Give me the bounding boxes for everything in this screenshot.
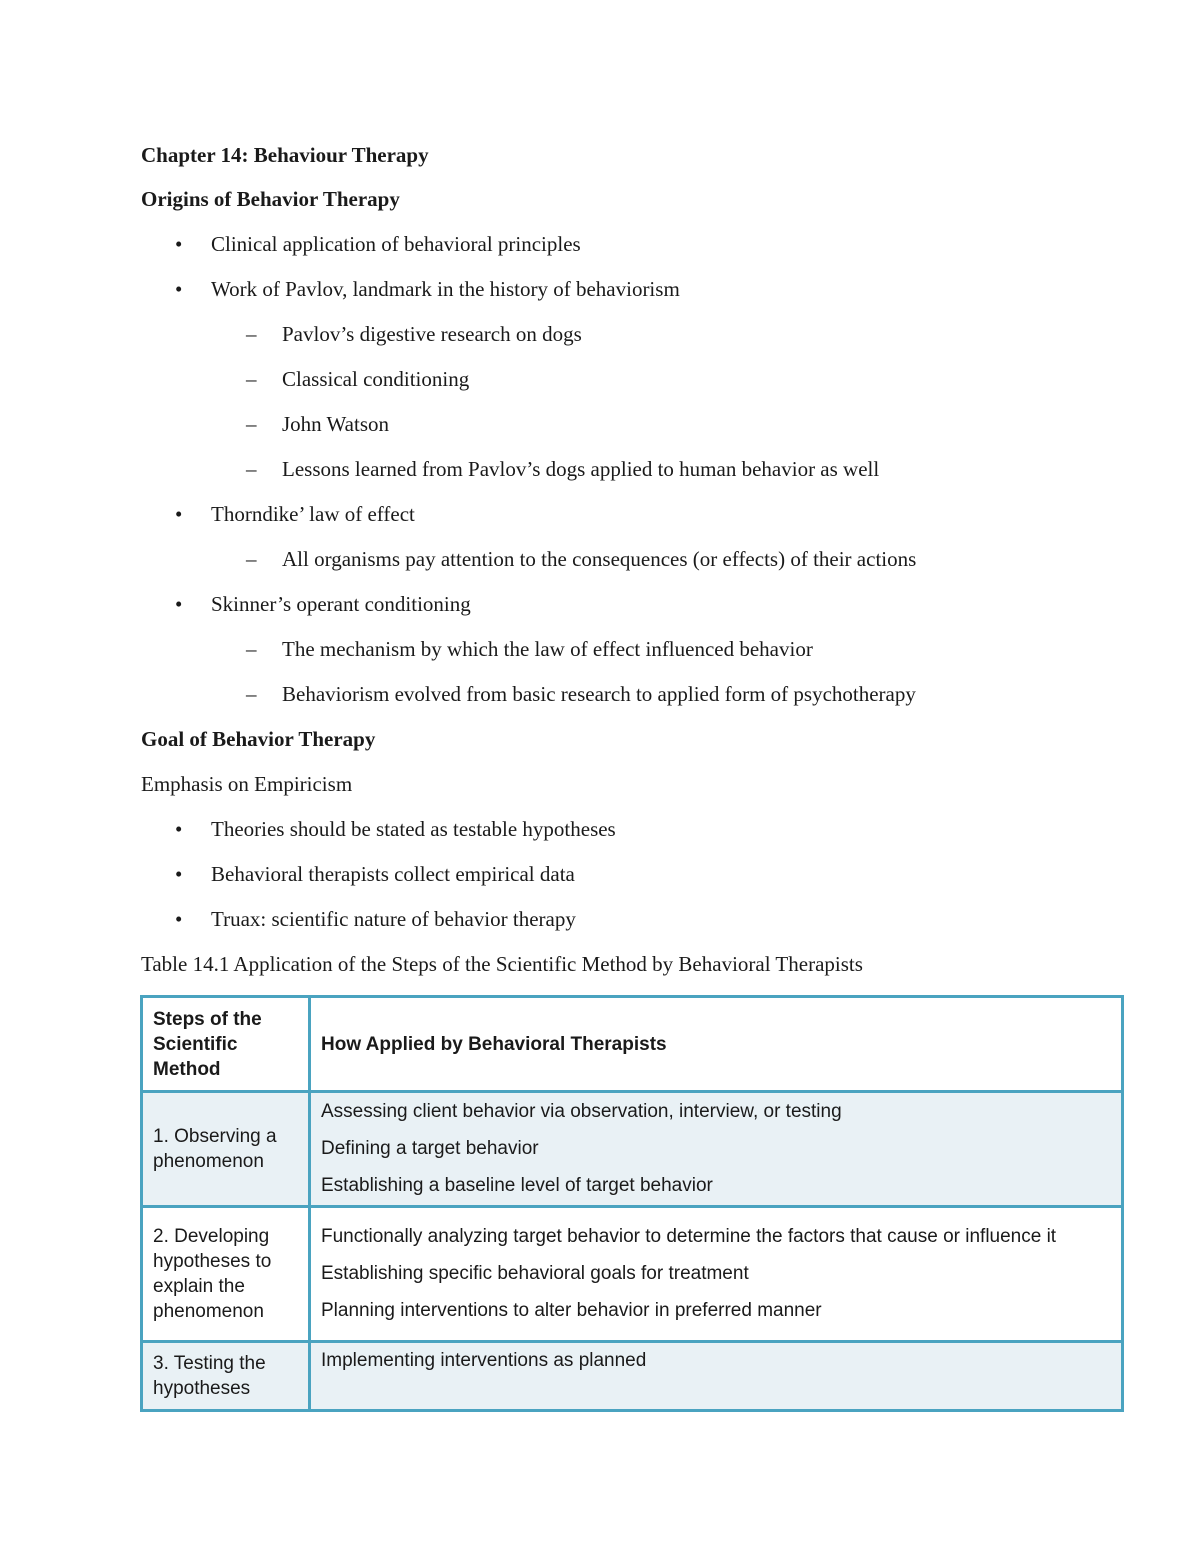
application-item: Assessing client behavior via observation, interview, or testing: [321, 1101, 842, 1122]
list-item-text: Clinical application of behavioral principles: [211, 232, 581, 256]
sub-list-item-text: Lessons learned from Pavlov’s dogs applied to human behavior as well: [282, 457, 880, 481]
table-row: [142, 1342, 1123, 1411]
step-cell: [142, 1092, 310, 1207]
step-line: 2. Developing: [153, 1226, 270, 1247]
step-line: phenomenon: [153, 1301, 264, 1322]
table-row: [142, 1207, 1123, 1342]
scientific-method-table: [140, 995, 1124, 1412]
dash-icon: –: [246, 457, 257, 481]
table-header-row: [142, 997, 1123, 1092]
application-item: Planning interventions to alter behavior in preferred manner: [321, 1300, 822, 1321]
dash-icon: –: [246, 547, 257, 571]
chapter-title: Chapter 14: Behaviour Therapy: [141, 143, 429, 167]
table-caption: Table 14.1 Application of the Steps of the Scientific Method by Behavioral Therapists: [141, 952, 863, 976]
goal-subheading: Emphasis on Empiricism: [141, 772, 353, 796]
sub-list-item-text: John Watson: [282, 412, 390, 436]
bullet-icon: •: [175, 232, 183, 256]
header-line: Scientific: [153, 1033, 238, 1055]
application-item: Functionally analyzing target behavior to determine the factors that cause or influence it: [321, 1226, 1057, 1247]
dash-icon: –: [246, 367, 257, 391]
dash-icon: –: [246, 412, 257, 436]
header-line: Steps of the: [153, 1008, 262, 1030]
origins-heading: Origins of Behavior Therapy: [141, 187, 400, 211]
sub-list-item-text: Classical conditioning: [282, 367, 470, 391]
bullet-icon: •: [175, 592, 183, 616]
bullet-icon: •: [175, 862, 183, 886]
application-item: Establishing specific behavioral goals for treatment: [321, 1263, 749, 1284]
sub-list-item-text: Pavlov’s digestive research on dogs: [282, 322, 582, 346]
step-line: 1. Observing a: [153, 1126, 277, 1147]
sub-list-item-text: All organisms pay attention to the consequences (or effects) of their actions: [282, 547, 917, 571]
step-cell: [142, 1207, 310, 1342]
application-item: Defining a target behavior: [321, 1138, 539, 1159]
bullet-icon: •: [175, 907, 183, 931]
step-line: 3. Testing the: [153, 1353, 266, 1374]
list-item-text: Theories should be stated as testable hypotheses: [211, 817, 616, 841]
bullet-icon: •: [175, 817, 183, 841]
step-line: explain the: [153, 1276, 245, 1297]
bullet-icon: •: [175, 277, 183, 301]
sub-list-item-text: The mechanism by which the law of effect influenced behavior: [282, 637, 813, 661]
dash-icon: –: [246, 637, 257, 661]
header-line: Method: [153, 1058, 221, 1080]
step-cell: [142, 1342, 310, 1411]
list-item-text: Truax: scientific nature of behavior therapy: [211, 907, 576, 931]
goal-heading: Goal of Behavior Therapy: [141, 727, 376, 751]
application-cell: [310, 1207, 1123, 1342]
list-item-text: Skinner’s operant conditioning: [211, 592, 471, 616]
table-header-steps: [142, 997, 310, 1092]
application-item: Implementing interventions as planned: [321, 1350, 647, 1371]
sub-list-item-text: Behaviorism evolved from basic research to applied form of psychotherapy: [282, 682, 916, 706]
dash-icon: –: [246, 682, 257, 706]
application-item: Establishing a baseline level of target behavior: [321, 1175, 713, 1196]
step-line: hypotheses to: [153, 1251, 272, 1272]
bullet-icon: •: [175, 502, 183, 526]
list-item-text: Behavioral therapists collect empirical data: [211, 862, 575, 886]
dash-icon: –: [246, 322, 257, 346]
table-row: [142, 1092, 1123, 1207]
list-item-text: Thorndike’ law of effect: [211, 502, 415, 526]
step-line: hypotheses: [153, 1378, 251, 1399]
list-item-text: Work of Pavlov, landmark in the history of behaviorism: [211, 277, 680, 301]
table-header-applied: How Applied by Behavioral Therapists: [310, 997, 1123, 1092]
application-cell: [310, 1092, 1123, 1207]
application-cell: [310, 1342, 1123, 1411]
step-line: phenomenon: [153, 1151, 264, 1172]
